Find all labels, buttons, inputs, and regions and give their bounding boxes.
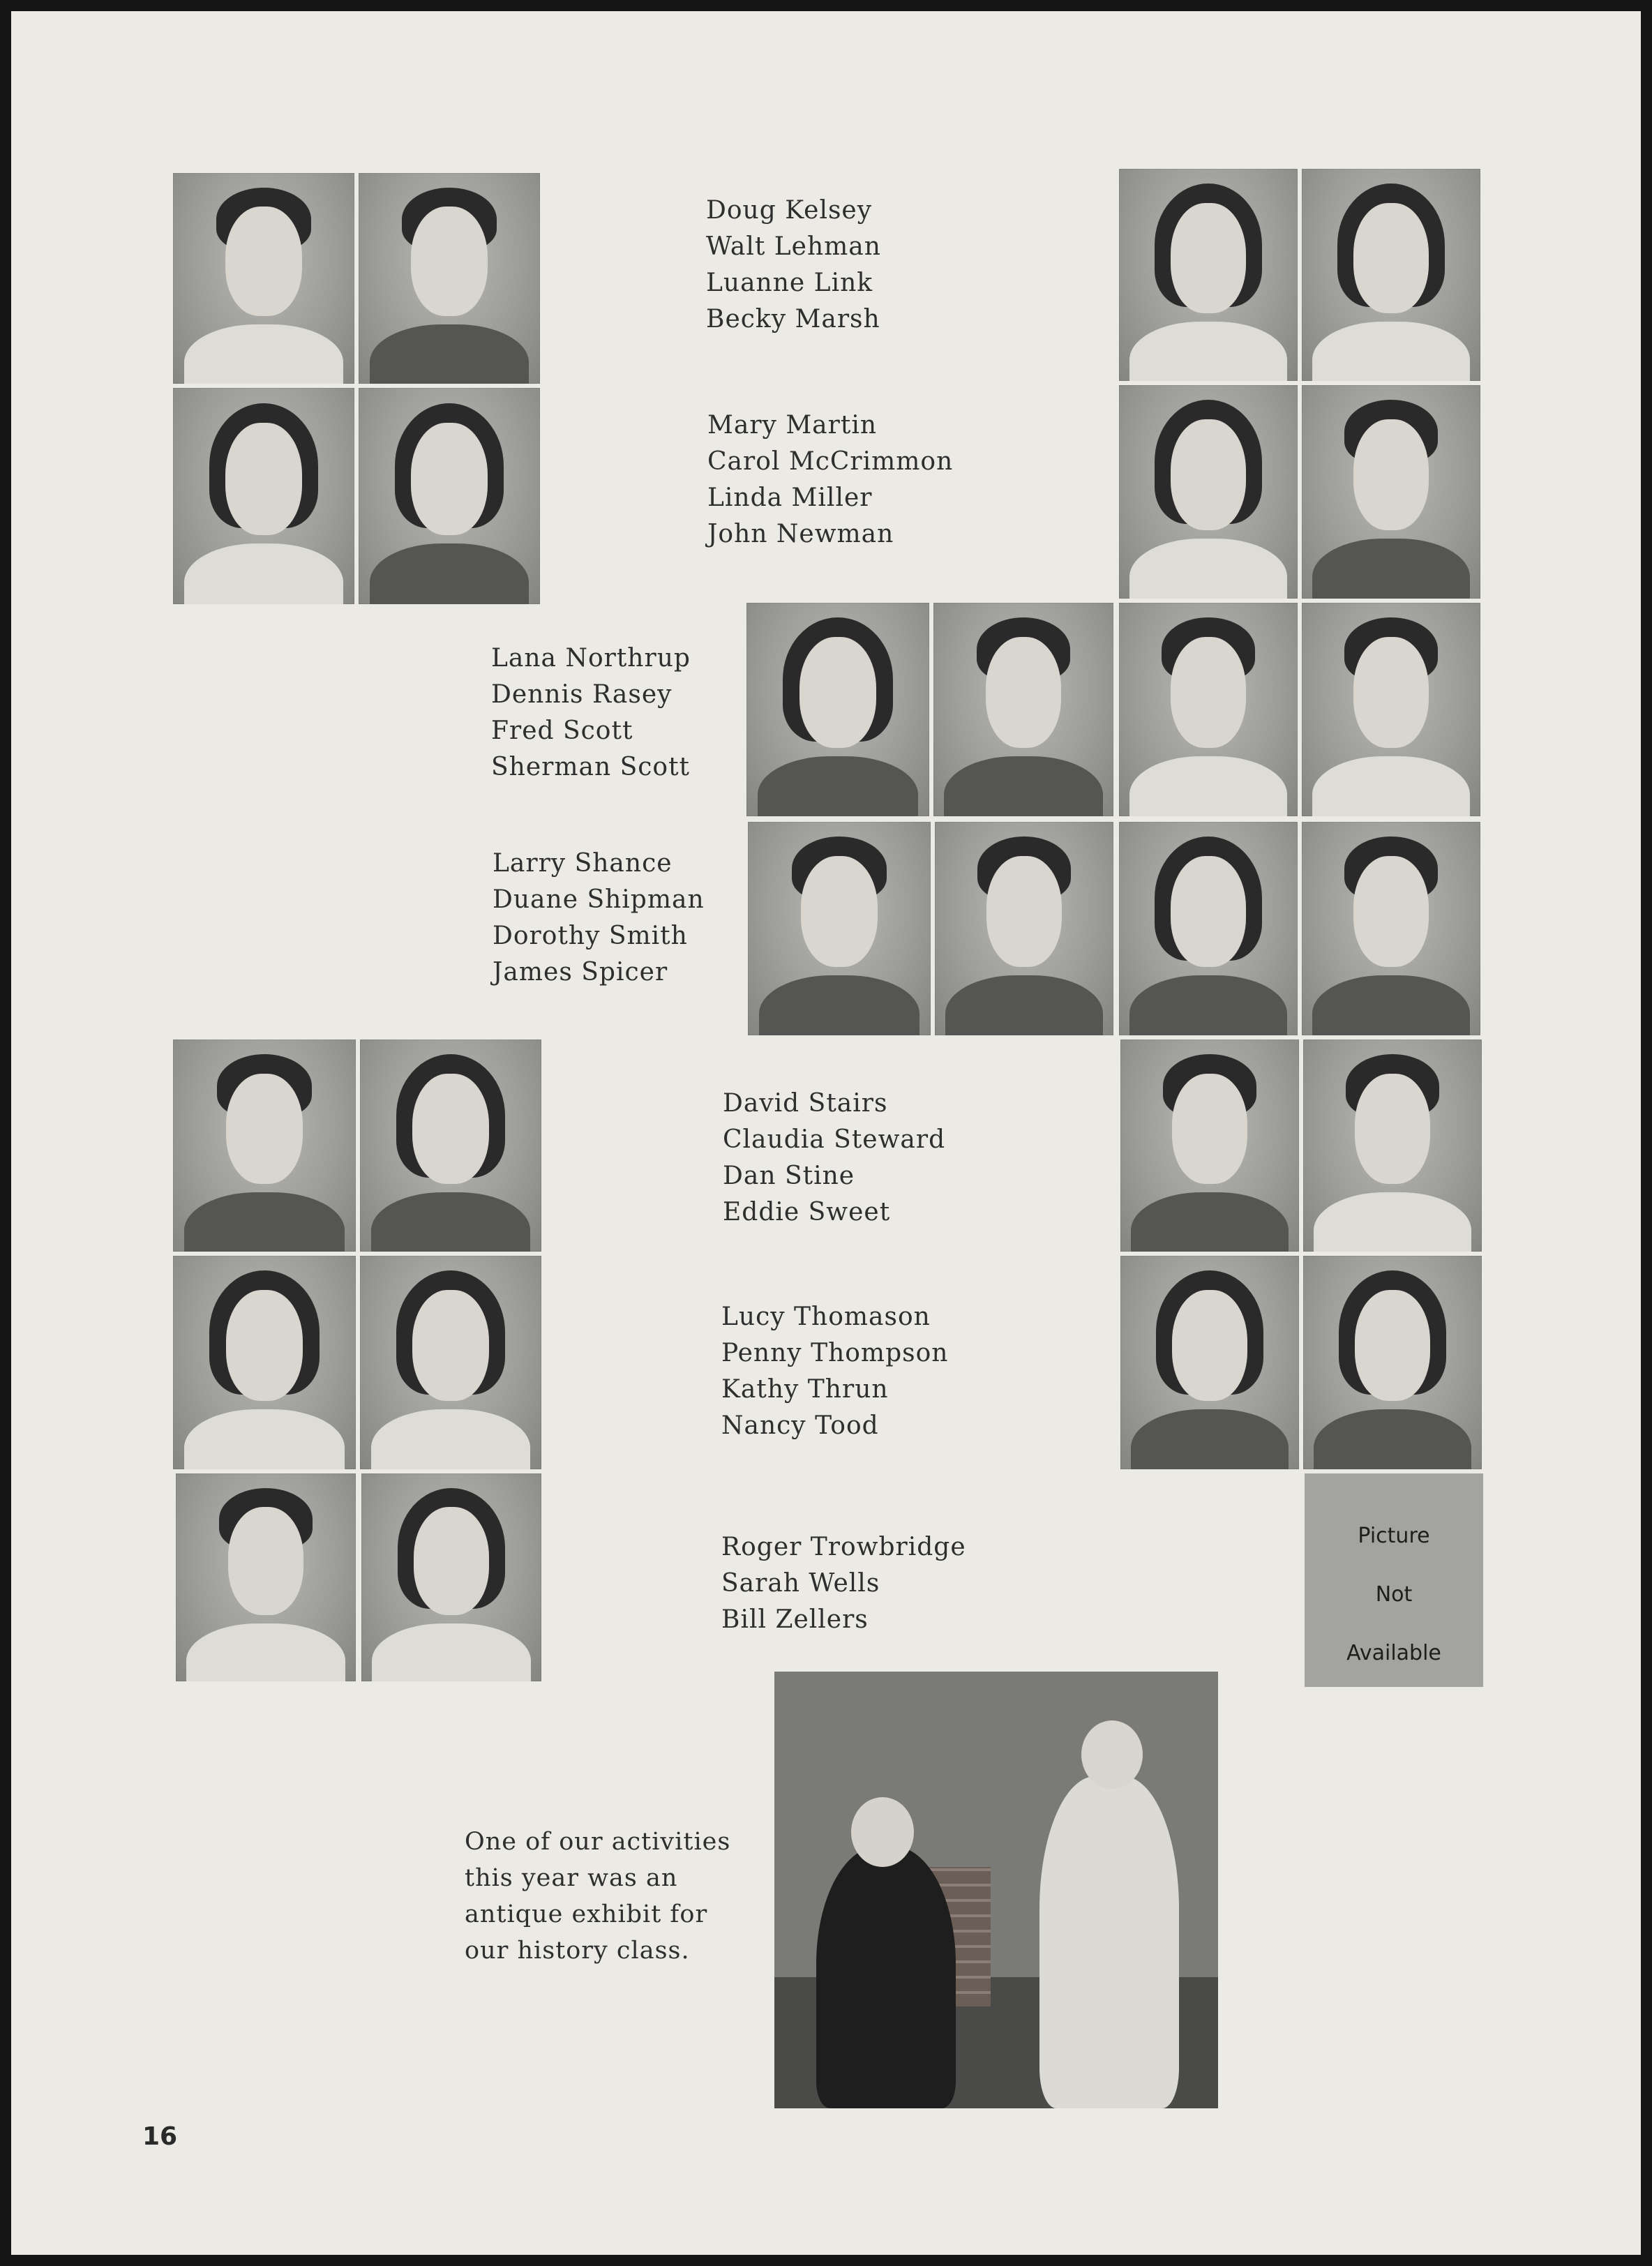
portrait-luanne-link [173,388,354,604]
activity-caption [465,1824,730,1969]
portrait-larry-shance [748,822,931,1035]
student-name: Doug Kelsey [706,196,873,225]
portrait-walt-lehman [359,173,540,384]
student-name: Dorothy Smith [493,922,688,950]
student-name: Larry Shance [493,849,673,878]
portrait-doug-kelsey [173,173,354,384]
names-group-6 [721,1299,948,1444]
portrait-duane-shipman [935,822,1113,1035]
portrait-kathy-thrun [1120,1256,1299,1469]
portrait-sarah-wells [361,1473,541,1681]
student-name: Lana Northrup [491,644,691,673]
student-name: Dennis Rasey [491,680,673,709]
antique-exhibit-photo [774,1672,1218,2108]
portrait-becky-marsh [359,388,540,604]
caption-line: our history class. [465,1937,690,1965]
student-name: Roger Trowbridge [721,1533,966,1561]
portrait-nancy-tood [1303,1256,1482,1469]
student-name: Sherman Scott [491,753,691,781]
portrait-linda-miller [1119,385,1298,599]
portrait-roger-trowbridge [176,1473,356,1681]
picture-not-available-placeholder [1305,1473,1483,1687]
caption-line: One of our activities [465,1828,731,1856]
names-group-3 [491,640,691,786]
student-name: James Spicer [493,958,668,986]
student-name: Kathy Thrun [721,1375,889,1404]
student-name: Luanne Link [706,269,873,297]
portrait-dorothy-smith [1119,822,1298,1035]
placeholder-line: Not [1375,1582,1413,1607]
caption-line: antique exhibit for [465,1900,708,1928]
student-name: John Newman [707,520,894,548]
portrait-fred-scott [1119,603,1298,816]
names-group-1 [706,193,881,338]
portrait-carol-mccrimmon [1302,169,1480,381]
portrait-eddie-sweet [360,1256,541,1469]
portrait-sherman-scott [1302,603,1480,816]
student-name: Penny Thompson [721,1339,949,1367]
student-name: Eddie Sweet [723,1198,891,1226]
portrait-lana-northrup [746,603,929,816]
placeholder-line: Picture [1358,1524,1430,1548]
portrait-david-stairs [173,1040,356,1252]
student-name: Lucy Thomason [721,1303,931,1331]
student-name: Nancy Tood [721,1411,879,1440]
student-name: Walt Lehman [706,232,881,261]
student-name: Sarah Wells [721,1569,880,1598]
student-name: Claudia Steward [723,1125,946,1154]
portrait-mary-martin [1119,169,1298,381]
caption-line: this year was an [465,1864,678,1892]
portrait-penny-thompson [1303,1040,1482,1252]
portrait-james-spicer [1302,822,1480,1035]
student-name: David Stairs [723,1089,888,1118]
portrait-dan-stine [173,1256,356,1469]
student-name: Fred Scott [491,716,633,745]
student-name: Bill Zellers [721,1605,869,1634]
student-name: Linda Miller [707,483,873,512]
student-name: Becky Marsh [706,305,880,333]
names-group-2 [707,407,953,553]
names-group-5 [723,1086,945,1231]
portrait-claudia-steward [360,1040,541,1252]
portrait-dennis-rasey [933,603,1113,816]
yearbook-page [11,11,1641,2255]
student-name: Carol McCrimmon [707,447,954,476]
student-name: Mary Martin [707,411,878,440]
names-group-7 [721,1529,966,1638]
placeholder-line: Available [1346,1641,1441,1665]
page-number: 16 [142,2122,178,2151]
portrait-john-newman [1302,385,1480,599]
portrait-lucy-thomason [1120,1040,1299,1252]
student-name: Duane Shipman [493,885,705,914]
names-group-4 [493,846,705,991]
student-name: Dan Stine [723,1162,855,1190]
